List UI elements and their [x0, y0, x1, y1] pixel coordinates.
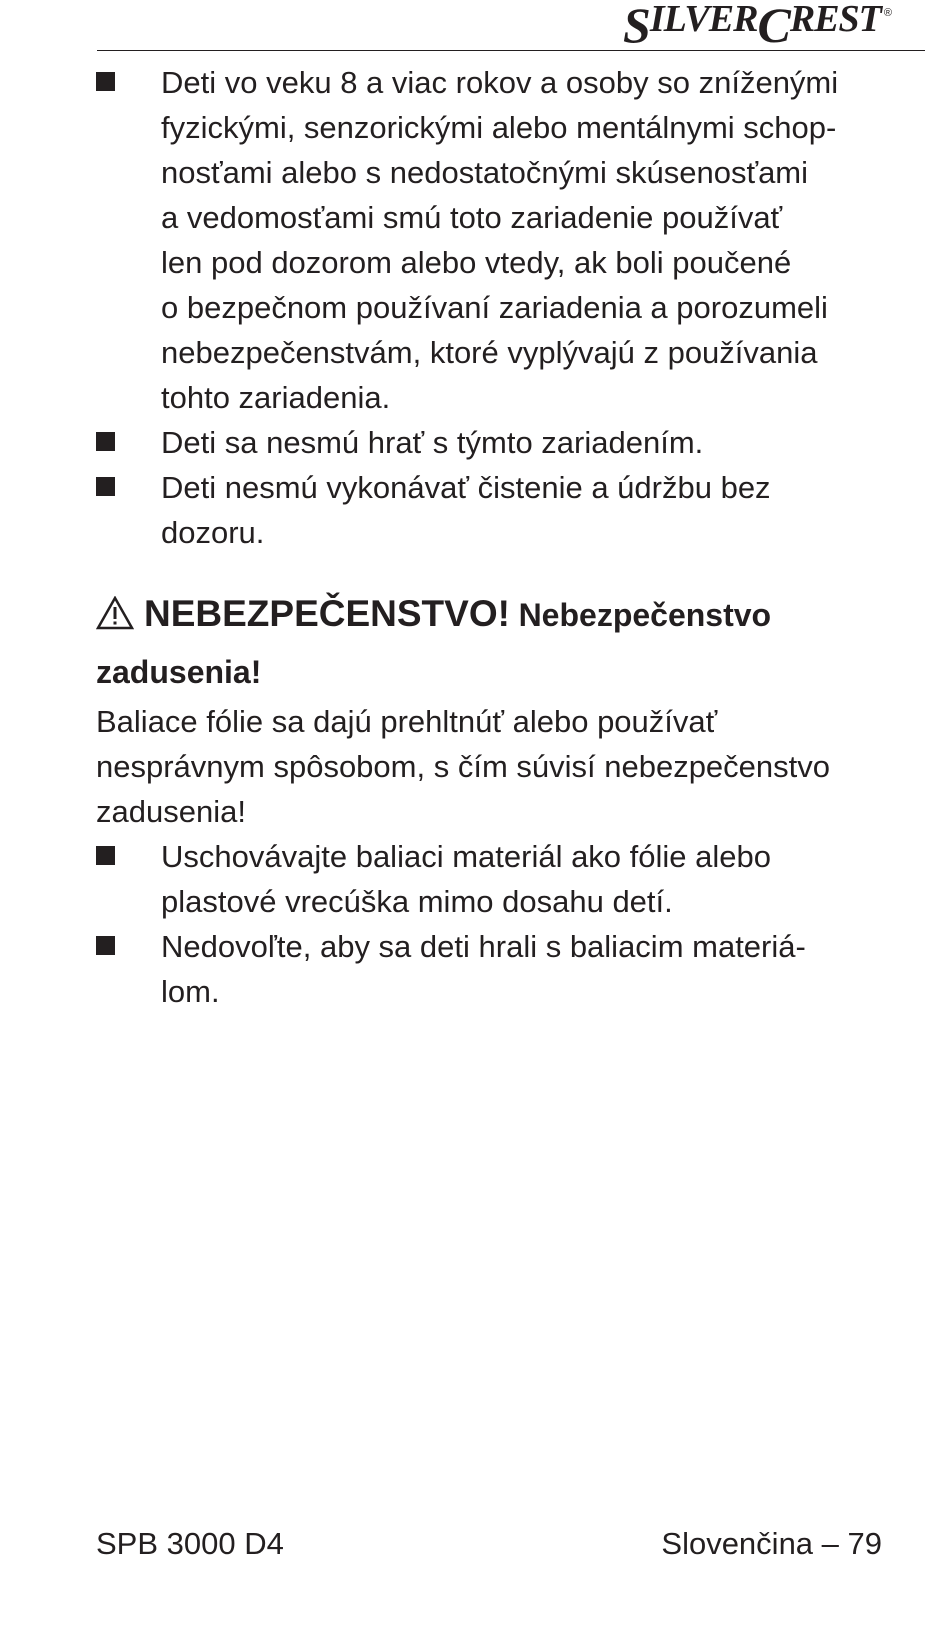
list-item: [96, 420, 926, 465]
registered-mark: ®: [883, 7, 892, 19]
bullet-square-icon: [96, 477, 115, 496]
list-item-text: Uschovávajte baliaci materiál ako fólie alebo plastové vrecúška mimo dosahu detí.: [161, 839, 771, 919]
brand-letters: REST: [789, 0, 881, 40]
list-item: [96, 465, 926, 555]
bullet-square-icon: [96, 432, 115, 451]
warning-triangle-icon: [96, 594, 134, 646]
footer-model: SPB 3000 D4: [96, 1526, 284, 1561]
list-item-text: Deti vo veku 8 a viac rokov a osoby so zníženými fyzickými, senzorickými alebo mentálnymi schop- nosťami alebo s nedostatočnými skúsenosťami a vedomosťami smú toto zariadenie používať len pod dozorom alebo vtedy, ak boli poučené o bezpečnom používaní zariadenia a porozumeli nebezpečenstvám, ktoré vyplývajú z používania tohto zariadenia.: [161, 65, 839, 415]
bullet-square-icon: [96, 936, 115, 955]
list-item: [96, 834, 926, 924]
list-item-text: Deti sa nesmú hrať s týmto zariadením.: [161, 425, 704, 460]
brand-letters: ILVER: [649, 0, 758, 40]
page-content: [96, 60, 926, 1014]
list-item: [96, 60, 926, 420]
list-item-text: Nedovoľte, aby sa deti hrali s baliacim materiá- lom.: [161, 929, 806, 1009]
warning-title: Nebezpečenstvo zadusenia!: [96, 597, 772, 690]
header-divider: [97, 50, 925, 51]
brand-logo: [623, 0, 892, 53]
list-item-text: Deti nesmú vykonávať čistenie a údržbu bez dozoru.: [161, 470, 771, 550]
footer-page-number: Slovenčina – 79: [661, 1526, 882, 1561]
warning-label: NEBEZPEČENSTVO!: [144, 593, 510, 634]
warning-heading: [96, 588, 926, 699]
brand-letter: S: [623, 0, 650, 53]
brand-letter: C: [757, 0, 790, 53]
list-item: [96, 924, 926, 1014]
bullet-square-icon: [96, 72, 115, 91]
bullet-square-icon: [96, 846, 115, 865]
warning-text: Baliace fólie sa dajú prehltnúť alebo používať nesprávnym spôsobom, s čím súvisí nebezpečenstvo zadusenia!: [96, 704, 831, 829]
